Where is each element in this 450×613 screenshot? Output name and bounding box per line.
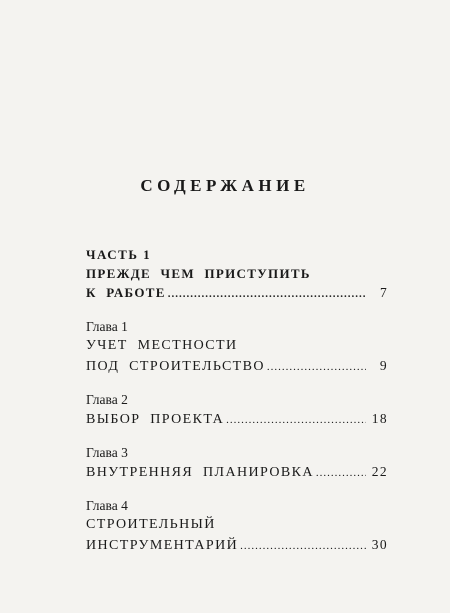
toc-row-chapter-1[interactable] xyxy=(86,356,388,377)
chapter-title-line-1: УЧЕТ МЕСТНОСТИ xyxy=(86,338,238,353)
page-number: 18 xyxy=(371,411,388,426)
dot-leader xyxy=(316,463,366,483)
chapter-label: Глава 3 xyxy=(86,445,128,460)
page-number: 22 xyxy=(371,464,388,479)
toc-chapter-3 xyxy=(86,444,388,483)
toc-chapter-2 xyxy=(86,391,388,430)
chapter-label: Глава 4 xyxy=(86,498,128,513)
part-title-line-2: К РАБОТЕ xyxy=(86,285,166,300)
part-title-line-1: ПРЕЖДЕ ЧЕМ ПРИСТУПИТЬ xyxy=(86,266,311,281)
table-of-contents xyxy=(86,246,388,556)
dot-leader xyxy=(168,285,366,304)
toc-chapter-1 xyxy=(86,318,388,377)
dot-leader xyxy=(240,536,366,556)
dot-leader xyxy=(267,357,366,377)
toc-row-part-1[interactable] xyxy=(86,283,388,304)
toc-row-chapter-2[interactable] xyxy=(86,409,388,430)
page-number: 30 xyxy=(371,537,388,552)
page-title: СОДЕРЖАНИЕ xyxy=(140,176,310,195)
page-number: 9 xyxy=(379,358,388,373)
chapter-title: ВНУТРЕННЯЯ ПЛАНИРОВКА xyxy=(86,465,314,480)
toc-chapter-4 xyxy=(86,497,388,556)
toc-row-chapter-4[interactable] xyxy=(86,535,388,556)
chapter-title: ВЫБОР ПРОЕКТА xyxy=(86,412,225,427)
chapter-title-line-2: ПОД СТРОИТЕЛЬСТВО xyxy=(86,359,265,374)
chapter-title-line-2: ИНСТРУМЕНТАРИЙ xyxy=(86,538,239,553)
chapter-label: Глава 2 xyxy=(86,392,128,407)
toc-part-1 xyxy=(86,246,388,304)
toc-row-chapter-3[interactable] xyxy=(86,462,388,483)
part-label: ЧАСТЬ 1 xyxy=(86,247,152,262)
chapter-label: Глава 1 xyxy=(86,319,128,334)
dot-leader xyxy=(226,410,366,430)
page-number: 7 xyxy=(379,285,388,300)
chapter-title-line-1: СТРОИТЕЛЬНЫЙ xyxy=(86,517,216,532)
